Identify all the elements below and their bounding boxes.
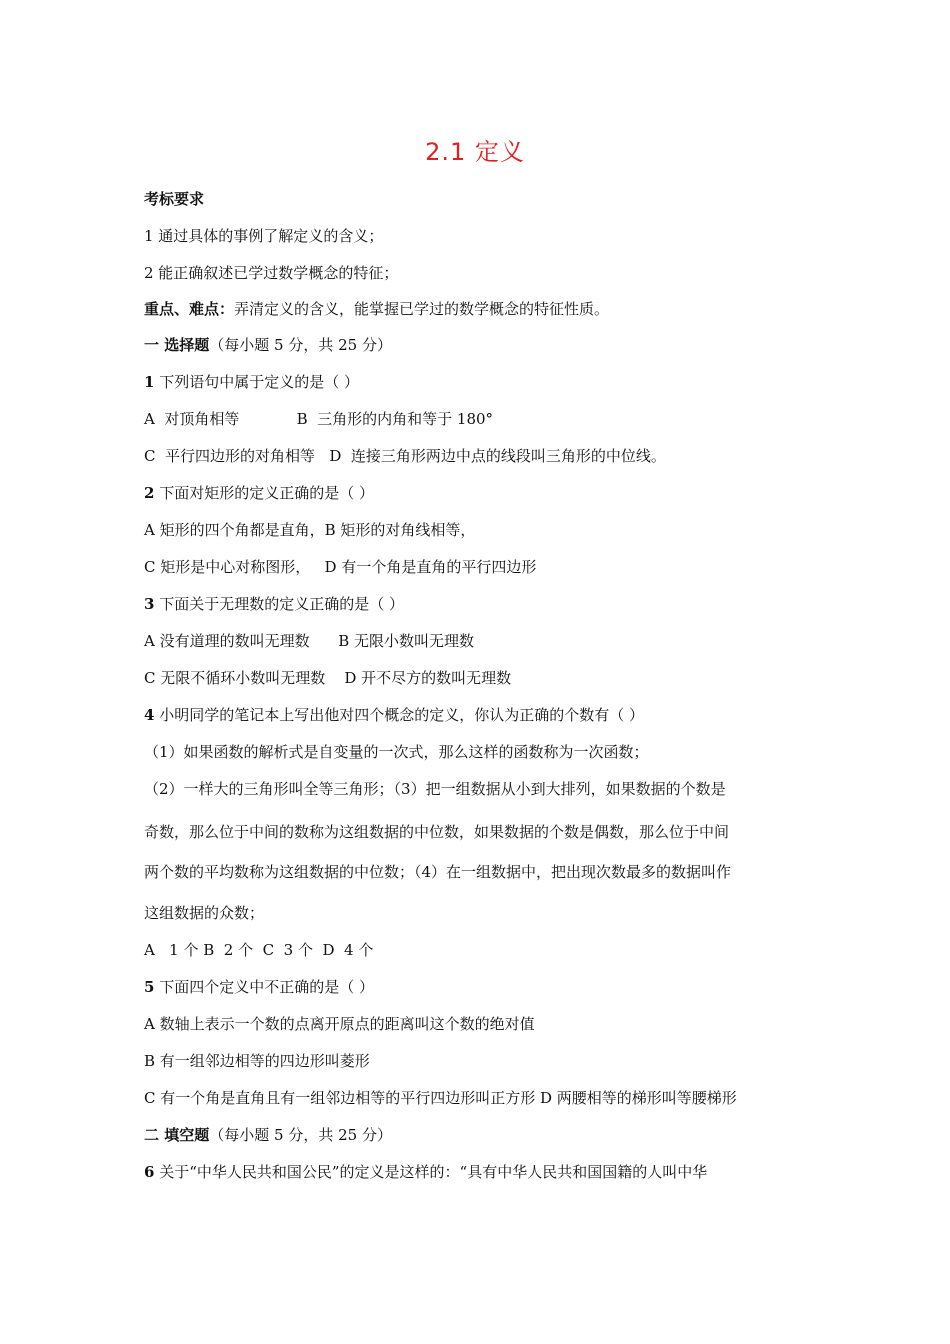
requirement-item-2: 2 能正确叙述已学过数学概念的特征； xyxy=(144,264,399,282)
question-4-line-5: 这组数据的众数； xyxy=(144,904,265,922)
section-2-heading xyxy=(144,1125,824,1145)
question-4-options: A 1 个 B 2 个 C 3 个 D 4 个 xyxy=(144,941,374,959)
question-4-number: 4 xyxy=(144,706,155,724)
key-points-label: 重点、难点： xyxy=(144,300,235,318)
question-3-options-ab: A 没有道理的数叫无理数 B 无限小数叫无理数 xyxy=(144,632,475,650)
question-5-option-cd: C 有一个角是直角且有一组邻边相等的平行四边形叫正方形 D 两腰相等的梯形叫等腰梯形 xyxy=(144,1089,737,1107)
question-4-line-4: 两个数的平均数称为这组数据的中位数；（4）在一组数据中，把出现次数最多的数据叫作 xyxy=(144,863,732,881)
question-6-stem: 关于“中华人民共和国公民”的定义是这样的：“具有中华人民共和国国籍的人叫中华 xyxy=(159,1163,708,1181)
question-1-stem: 下列语句中属于定义的是（ ） xyxy=(159,373,359,391)
question-4-line-1: （1）如果函数的解析式是自变量的一次式，那么这样的函数称为一次函数； xyxy=(144,743,649,761)
question-1-options-ab: A 对顶角相等 B 三角形的内角和等于 180° xyxy=(144,410,494,428)
section-1-title: 一 选择题 xyxy=(144,336,210,354)
requirement-item-1: 1 通过具体的事例了解定义的含义； xyxy=(144,227,384,245)
key-points xyxy=(144,299,824,319)
question-2-number: 2 xyxy=(144,484,155,502)
question-3-number: 3 xyxy=(144,595,155,613)
question-2 xyxy=(144,483,824,503)
question-1-options-cd: C 平行四边形的对角相等 D 连接三角形两边中点的线段叫三角形的中位线。 xyxy=(144,447,666,465)
key-points-text: 弄清定义的含义，能掌握已学过的数学概念的特征性质。 xyxy=(234,300,610,318)
question-1-number: 1 xyxy=(144,373,155,391)
question-3-options-cd: C 无限不循环小数叫无理数 D 开不尽方的数叫无理数 xyxy=(144,669,512,687)
question-5-option-a: A 数轴上表示一个数的点离开原点的距离叫这个数的绝对值 xyxy=(144,1015,535,1033)
question-4-line-3: 奇数，那么位于中间的数称为这组数据的中位数，如果数据的个数是偶数，那么位于中间 xyxy=(144,823,730,841)
question-3-stem: 下面关于无理数的定义正确的是（ ） xyxy=(159,595,404,613)
question-5 xyxy=(144,977,824,997)
question-2-stem: 下面对矩形的定义正确的是（ ） xyxy=(159,484,374,502)
section-1-note: （每小题 5 分，共 25 分） xyxy=(209,336,392,354)
requirements-heading: 考标要求 xyxy=(144,190,205,208)
question-5-stem: 下面四个定义中不正确的是（ ） xyxy=(159,978,374,996)
question-3 xyxy=(144,594,824,614)
section-2-title: 二 填空题 xyxy=(144,1126,210,1144)
question-5-number: 5 xyxy=(144,978,155,996)
section-2-note: （每小题 5 分，共 25 分） xyxy=(209,1126,392,1144)
page-title: 2.1 定义 xyxy=(425,138,525,166)
question-1 xyxy=(144,372,824,392)
question-2-options-ab: A 矩形的四个角都是直角，B 矩形的对角线相等， xyxy=(144,521,476,539)
question-4-stem: 小明同学的笔记本上写出他对四个概念的定义，你认为正确的个数有（ ） xyxy=(159,706,644,724)
question-6-number: 6 xyxy=(144,1163,155,1181)
question-6 xyxy=(144,1162,824,1182)
section-1-heading xyxy=(144,335,824,355)
question-4 xyxy=(144,705,824,725)
question-4-line-2: （2）一样大的三角形叫全等三角形；（3）把一组数据从小到大排列，如果数据的个数是 xyxy=(144,780,726,798)
question-5-option-b: B 有一组邻边相等的四边形叫菱形 xyxy=(144,1052,370,1070)
question-2-options-cd: C 矩形是中心对称图形， D 有一个角是直角的平行四边形 xyxy=(144,558,537,576)
